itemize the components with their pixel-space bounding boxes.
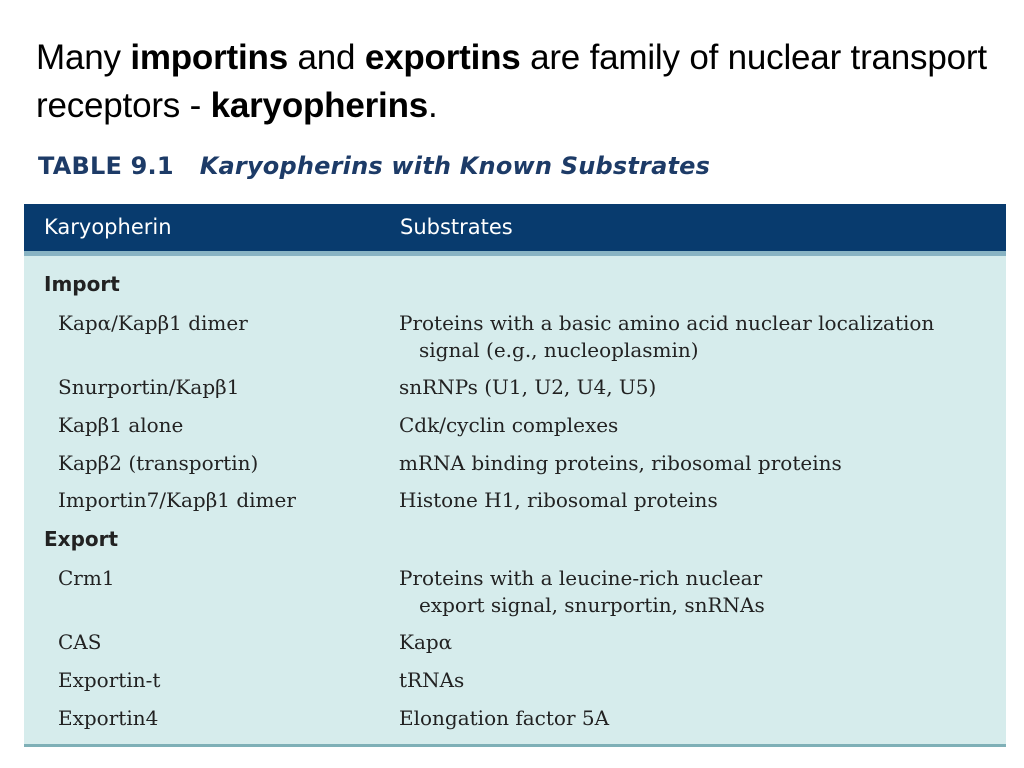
table-row-karyopherin: Importin7/Kapβ1 dimer	[58, 488, 296, 512]
table-row-substrate: Kapα	[399, 630, 453, 654]
table-row-substrate-cont: signal (e.g., nucleoplasmin)	[419, 338, 699, 362]
table-row-karyopherin: Snurportin/Kapβ1	[58, 375, 240, 399]
table-row-karyopherin: CAS	[58, 630, 102, 654]
table-row-substrate: Elongation factor 5A	[399, 706, 610, 730]
table-title: Karyopherins with Known Substrates	[199, 152, 711, 180]
section-import-label: Import	[44, 272, 120, 296]
table-row-substrate: Proteins with a leucine-rich nuclear	[399, 566, 763, 590]
intro-part3: are family of nuclear transport receptors -	[36, 38, 987, 125]
header-karyopherin: Karyopherin	[44, 215, 172, 239]
header-substrates: Substrates	[400, 215, 513, 239]
section-export-label: Export	[44, 527, 119, 551]
intro-karyopherins: karyopherins	[210, 86, 429, 125]
table-number: TABLE 9.1	[38, 152, 174, 180]
intro-text	[36, 34, 996, 130]
table-row-karyopherin: Crm1	[58, 566, 115, 590]
table-row-karyopherin: Kapβ1 alone	[58, 413, 184, 437]
table-row-karyopherin: Exportin-t	[58, 668, 161, 692]
intro-part2: and	[287, 38, 365, 77]
table-row-substrate: tRNAs	[399, 668, 465, 692]
table-row-substrate: snRNPs (U1, U2, U4, U5)	[399, 375, 657, 399]
table-row-karyopherin: Kapβ2 (transportin)	[58, 451, 259, 475]
karyopherin-table	[24, 204, 1006, 747]
intro-part1: Many	[36, 38, 131, 77]
intro-exportins: exportins	[364, 38, 521, 77]
table-caption	[38, 152, 710, 180]
table-row-karyopherin: Kapα/Kapβ1 dimer	[58, 311, 248, 335]
table-row-substrate: mRNA binding proteins, ribosomal proteins	[399, 451, 842, 475]
table-row-substrate-cont: export signal, snurportin, snRNAs	[419, 593, 765, 617]
table-row-substrate: Cdk/cyclin complexes	[399, 413, 619, 437]
table-row-substrate: Histone H1, ribosomal proteins	[399, 488, 718, 512]
intro-importins: importins	[130, 38, 288, 77]
table-row-karyopherin: Exportin4	[58, 706, 159, 730]
table-row-substrate: Proteins with a basic amino acid nuclear localization	[399, 311, 935, 335]
table-header	[24, 204, 1006, 256]
intro-part4: .	[428, 86, 438, 125]
